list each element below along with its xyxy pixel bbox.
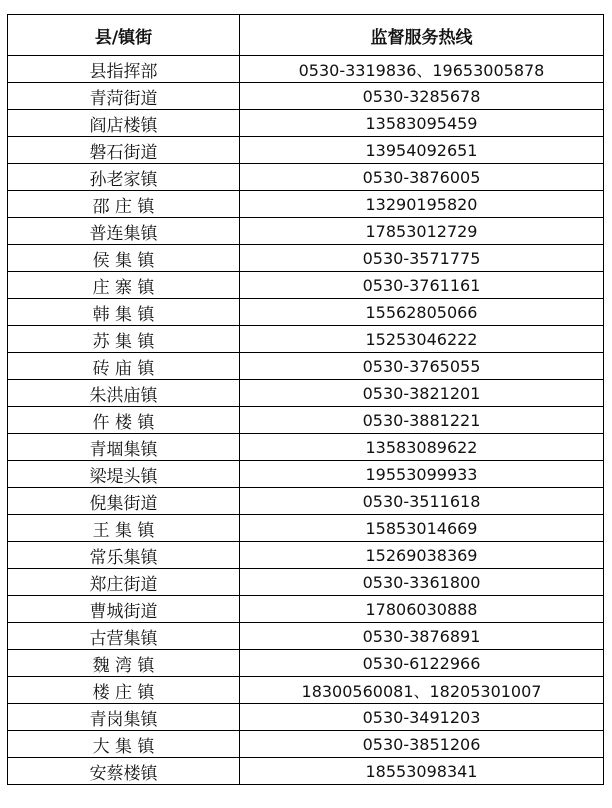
hotline-number-cell: 18300560081、18205301007 — [240, 677, 604, 704]
town-name-cell: 仵 楼 镇 — [8, 407, 240, 434]
hotline-number-cell: 0530-3361800 — [240, 569, 604, 596]
header-town: 县/镇街 — [8, 15, 240, 56]
table-row — [8, 164, 604, 191]
table-row — [8, 299, 604, 326]
hotline-number-cell: 0530-3881221 — [240, 407, 604, 434]
table-row — [8, 758, 604, 785]
town-name-cell: 青菏街道 — [8, 83, 240, 110]
town-name-cell: 青岗集镇 — [8, 704, 240, 731]
hotline-number-cell: 0530-3765055 — [240, 353, 604, 380]
table-row — [8, 488, 604, 515]
header-hotline: 监督服务热线 — [240, 15, 604, 56]
town-name-cell: 县指挥部 — [8, 56, 240, 83]
table-row — [8, 380, 604, 407]
table-row — [8, 542, 604, 569]
hotline-number-cell: 15562805066 — [240, 299, 604, 326]
table-row — [8, 731, 604, 758]
hotline-number-cell: 0530-3511618 — [240, 488, 604, 515]
town-name-cell: 孙老家镇 — [8, 164, 240, 191]
hotline-number-cell: 17853012729 — [240, 218, 604, 245]
hotline-number-cell: 0530-3491203 — [240, 704, 604, 731]
table-row — [8, 56, 604, 83]
town-name-cell: 庄 寨 镇 — [8, 272, 240, 299]
town-name-cell: 常乐集镇 — [8, 542, 240, 569]
town-name-cell: 邵 庄 镇 — [8, 191, 240, 218]
table-row — [8, 245, 604, 272]
table-row — [8, 569, 604, 596]
town-name-cell: 苏 集 镇 — [8, 326, 240, 353]
town-name-cell: 曹城街道 — [8, 596, 240, 623]
town-name-cell: 侯 集 镇 — [8, 245, 240, 272]
table-header-row — [8, 15, 604, 56]
hotline-number-cell: 15269038369 — [240, 542, 604, 569]
town-name-cell: 普连集镇 — [8, 218, 240, 245]
table-row — [8, 623, 604, 650]
hotline-number-cell: 0530-6122966 — [240, 650, 604, 677]
hotline-number-cell: 13954092651 — [240, 137, 604, 164]
table-row — [8, 677, 604, 704]
table-row — [8, 434, 604, 461]
town-name-cell: 王 集 镇 — [8, 515, 240, 542]
hotline-number-cell: 13583095459 — [240, 110, 604, 137]
hotline-number-cell: 0530-3761161 — [240, 272, 604, 299]
hotline-table — [7, 14, 604, 785]
hotline-number-cell: 0530-3571775 — [240, 245, 604, 272]
town-name-cell: 楼 庄 镇 — [8, 677, 240, 704]
hotline-number-cell: 15853014669 — [240, 515, 604, 542]
table-row — [8, 326, 604, 353]
table-row — [8, 218, 604, 245]
town-name-cell: 梁堤头镇 — [8, 461, 240, 488]
table-body — [8, 56, 604, 785]
hotline-number-cell: 0530-3319836、19653005878 — [240, 56, 604, 83]
table-row — [8, 191, 604, 218]
table-row — [8, 704, 604, 731]
town-name-cell: 古营集镇 — [8, 623, 240, 650]
town-name-cell: 安蔡楼镇 — [8, 758, 240, 785]
table-row — [8, 272, 604, 299]
table-row — [8, 137, 604, 164]
hotline-number-cell: 17806030888 — [240, 596, 604, 623]
town-name-cell: 倪集街道 — [8, 488, 240, 515]
table-row — [8, 83, 604, 110]
hotline-number-cell: 13583089622 — [240, 434, 604, 461]
table-row — [8, 461, 604, 488]
hotline-number-cell: 0530-3285678 — [240, 83, 604, 110]
hotline-number-cell: 19553099933 — [240, 461, 604, 488]
table-row — [8, 596, 604, 623]
table-row — [8, 515, 604, 542]
table-row — [8, 353, 604, 380]
table-row — [8, 110, 604, 137]
town-name-cell: 魏 湾 镇 — [8, 650, 240, 677]
town-name-cell: 磐石街道 — [8, 137, 240, 164]
town-name-cell: 阎店楼镇 — [8, 110, 240, 137]
town-name-cell: 大 集 镇 — [8, 731, 240, 758]
hotline-number-cell: 0530-3876005 — [240, 164, 604, 191]
hotline-number-cell: 18553098341 — [240, 758, 604, 785]
hotline-number-cell: 0530-3821201 — [240, 380, 604, 407]
hotline-number-cell: 0530-3851206 — [240, 731, 604, 758]
table-row — [8, 650, 604, 677]
town-name-cell: 青堌集镇 — [8, 434, 240, 461]
town-name-cell: 郑庄街道 — [8, 569, 240, 596]
town-name-cell: 朱洪庙镇 — [8, 380, 240, 407]
hotline-number-cell: 13290195820 — [240, 191, 604, 218]
town-name-cell: 韩 集 镇 — [8, 299, 240, 326]
town-name-cell: 砖 庙 镇 — [8, 353, 240, 380]
hotline-number-cell: 0530-3876891 — [240, 623, 604, 650]
table-row — [8, 407, 604, 434]
hotline-number-cell: 15253046222 — [240, 326, 604, 353]
